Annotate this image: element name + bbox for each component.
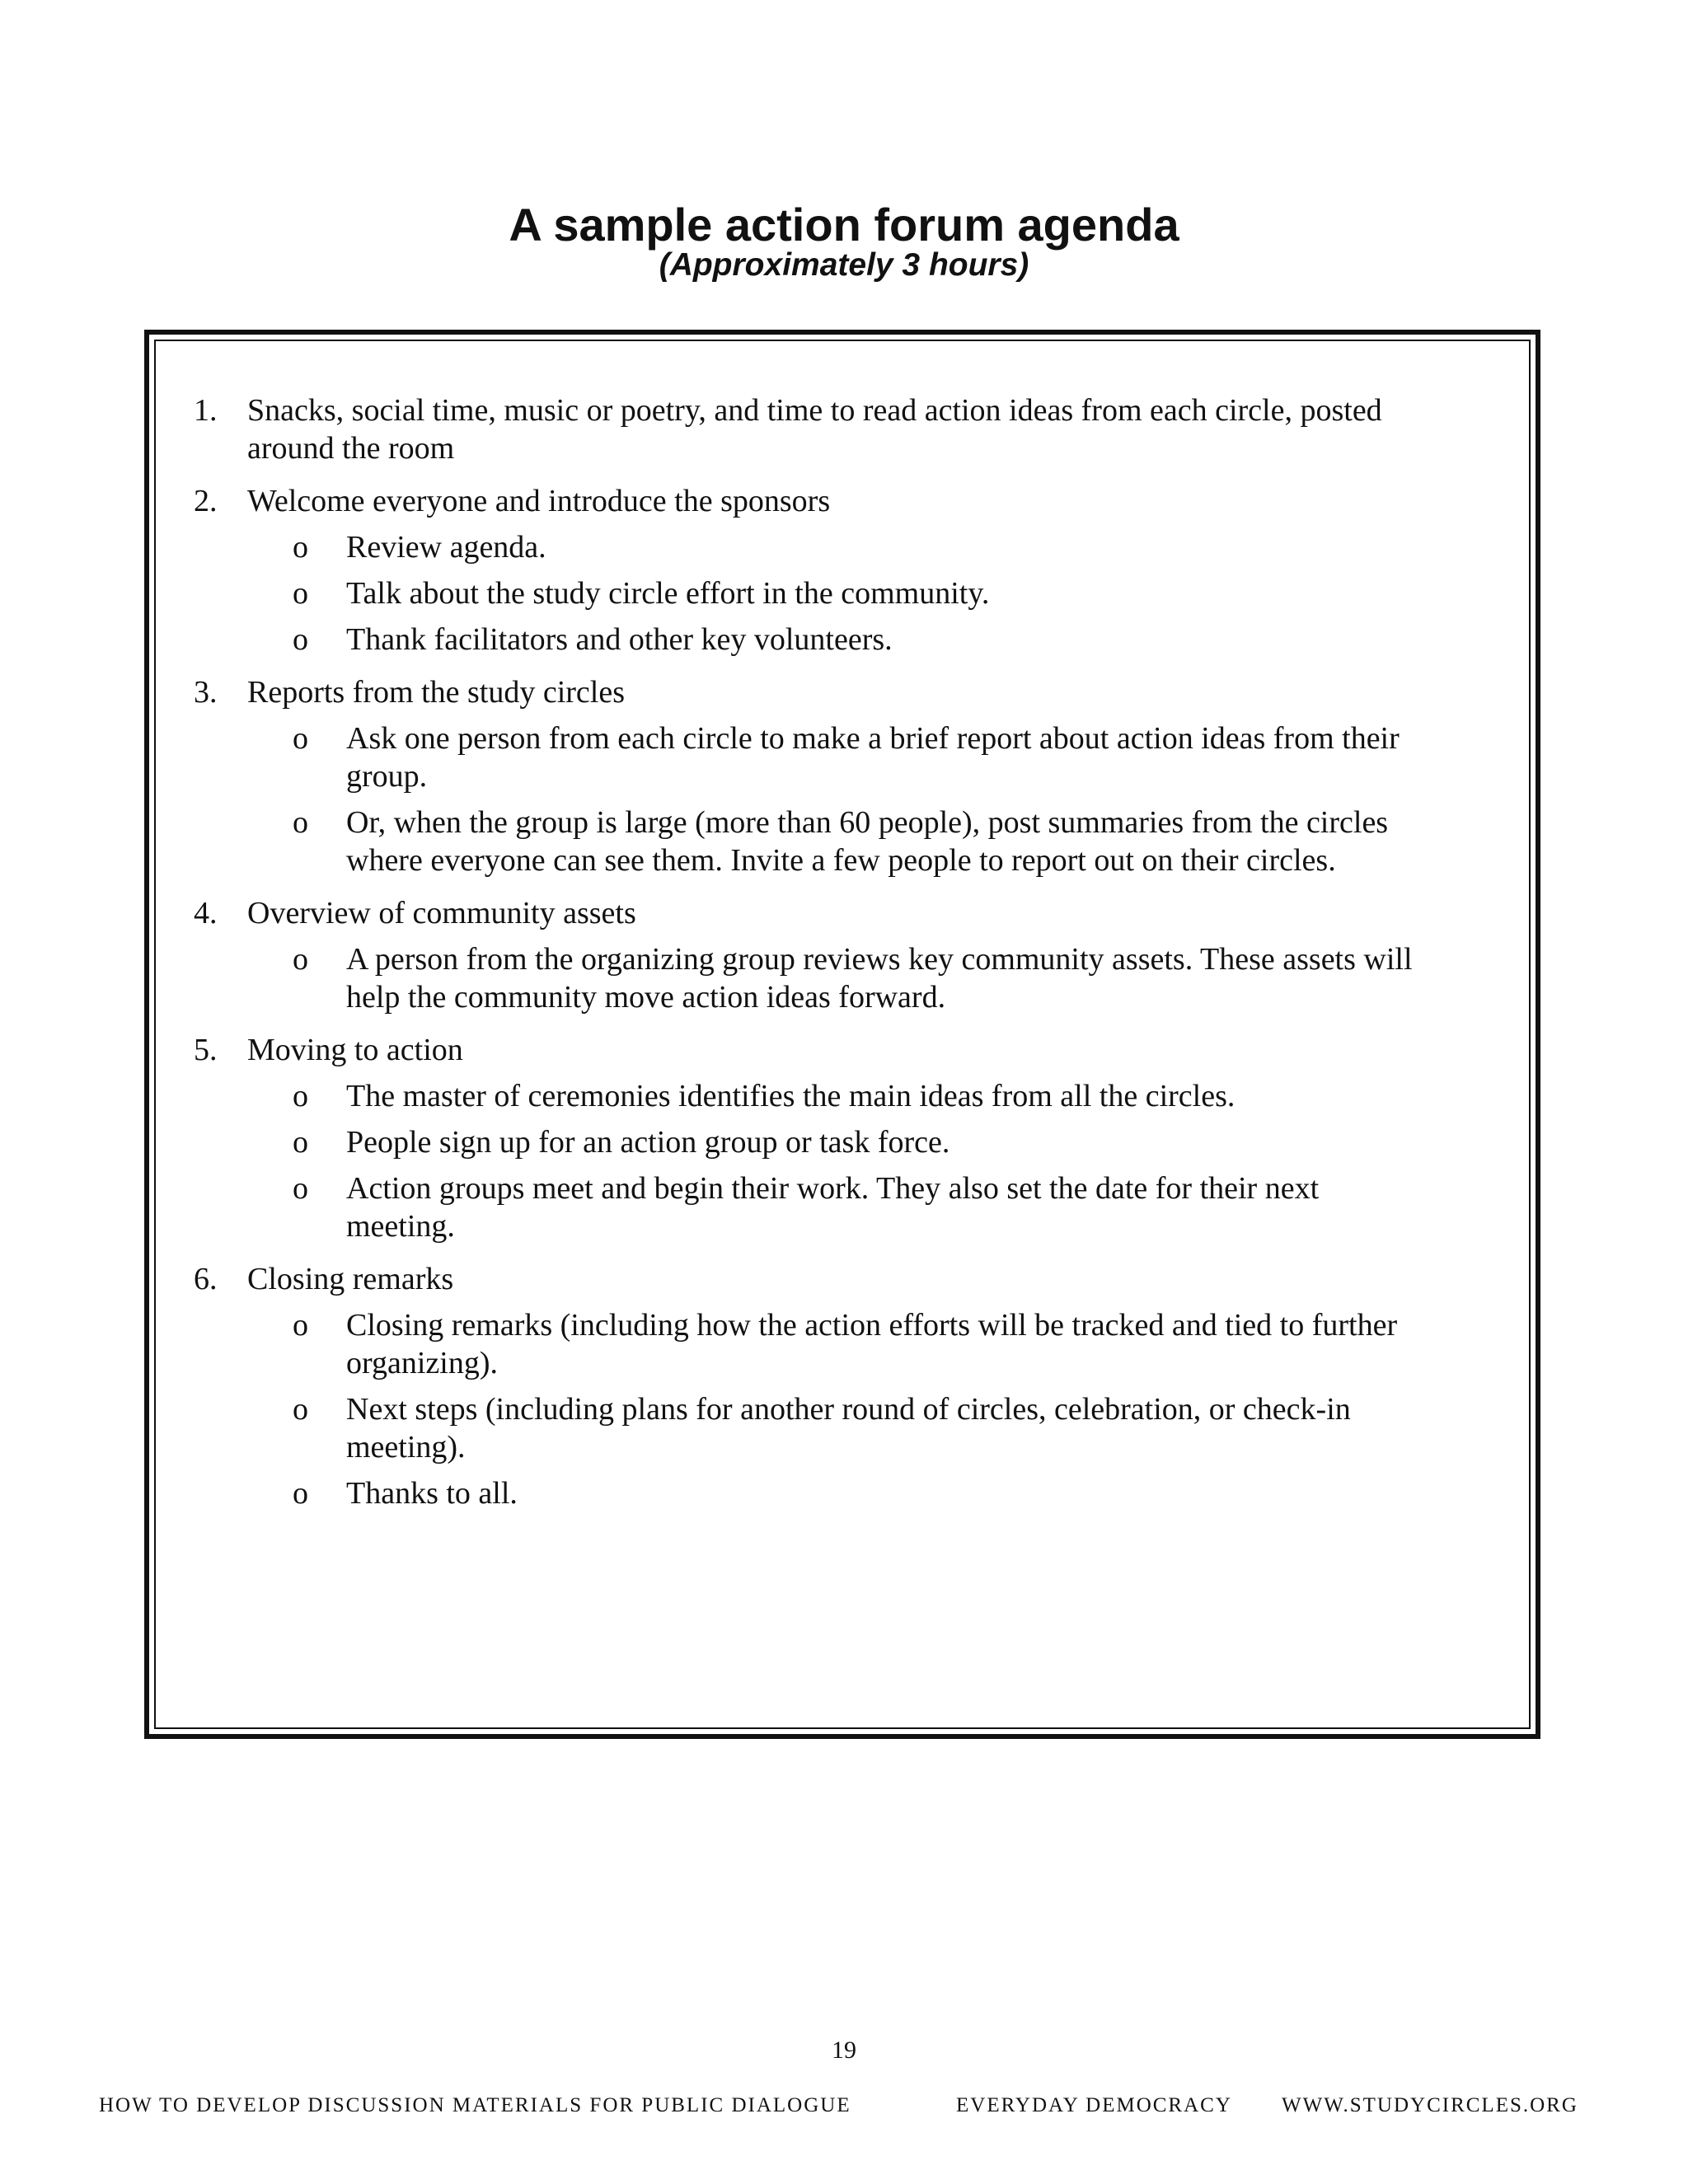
hollow-bullet-icon: o xyxy=(293,1392,308,1427)
hollow-bullet-icon: o xyxy=(293,1308,308,1343)
agenda-subitem-text: Or, when the group is large (more than 60 people), post summaries from the circles where everyone can see them. Invite a few people to report out on their circles. xyxy=(346,805,1389,878)
hollow-bullet-icon: o xyxy=(293,721,308,756)
hollow-bullet-icon: o xyxy=(293,1079,308,1113)
agenda-item-text: Welcome everyone and introduce the sponsors xyxy=(247,484,831,518)
agenda-subitem-list xyxy=(247,719,1447,879)
agenda-item-body xyxy=(247,1031,1447,1245)
agenda-item-number: 3. xyxy=(194,675,218,710)
hollow-bullet-icon: o xyxy=(293,576,308,611)
hollow-bullet-icon: o xyxy=(293,805,308,840)
agenda-item xyxy=(194,894,1447,1016)
footer-organization: EVERYDAY DEMOCRACY xyxy=(956,2094,1232,2116)
agenda-subitem xyxy=(293,1390,1447,1466)
agenda-subitem xyxy=(293,621,1447,658)
agenda-subitem xyxy=(293,1123,1447,1161)
hollow-bullet-icon: o xyxy=(293,1171,308,1206)
agenda-subitem-text: A person from the organizing group reviews key community assets. These assets will help the community move action ideas forward. xyxy=(346,942,1413,1015)
agenda-item-text: Reports from the study circles xyxy=(247,675,626,710)
agenda-item-number: 5. xyxy=(194,1033,218,1067)
agenda-subitem xyxy=(293,528,1447,566)
agenda-subitem xyxy=(293,940,1447,1016)
agenda-item-text: Closing remarks xyxy=(247,1262,454,1296)
agenda-item-number: 6. xyxy=(194,1262,218,1296)
agenda-item xyxy=(194,391,1447,467)
agenda-item-text: Overview of community assets xyxy=(247,896,636,930)
agenda-item xyxy=(194,673,1447,879)
hollow-bullet-icon: o xyxy=(293,1476,308,1511)
footer-website: WWW.STUDYCIRCLES.ORG xyxy=(1282,2094,1578,2116)
agenda-subitem xyxy=(293,1306,1447,1382)
agenda-subitem xyxy=(293,1077,1447,1115)
agenda-item-body xyxy=(247,894,1447,1016)
agenda-subitem-text: Ask one person from each circle to make a brief report about action ideas from their group. xyxy=(346,721,1400,794)
agenda-item xyxy=(194,1031,1447,1245)
agenda-subitem-text: Thanks to all. xyxy=(346,1476,518,1511)
agenda-item-text: Moving to action xyxy=(247,1033,463,1067)
agenda-subitem xyxy=(293,1474,1447,1512)
agenda-item-body xyxy=(247,482,1447,658)
agenda-subitem xyxy=(293,719,1447,795)
agenda-subitem xyxy=(293,1169,1447,1245)
agenda-subitem-text: People sign up for an action group or task force. xyxy=(346,1125,950,1160)
agenda-item-number: 4. xyxy=(194,896,218,930)
agenda-subitem-list xyxy=(247,528,1447,658)
agenda-subitem-list xyxy=(247,1306,1447,1512)
agenda-subitem-list xyxy=(247,1077,1447,1245)
page-subtitle: (Approximately 3 hours) xyxy=(659,247,1029,283)
agenda-subitem-text: Action groups meet and begin their work. They also set the date for their next meeting. xyxy=(346,1171,1320,1244)
agenda-subitem-text: Review agenda. xyxy=(346,530,546,565)
hollow-bullet-icon: o xyxy=(293,942,308,977)
agenda-subitem-list xyxy=(247,940,1447,1016)
agenda-subitem-text: Next steps (including plans for another round of circles, celebration, or check-in meeting). xyxy=(346,1392,1351,1465)
agenda-subitem-text: Talk about the study circle effort in the community. xyxy=(346,576,990,611)
hollow-bullet-icon: o xyxy=(293,622,308,657)
agenda-item-body xyxy=(247,673,1447,879)
agenda-item-body xyxy=(247,391,1447,467)
agenda-list xyxy=(194,391,1447,1527)
hollow-bullet-icon: o xyxy=(293,530,308,565)
agenda-item xyxy=(194,1260,1447,1512)
agenda-item xyxy=(194,482,1447,658)
agenda-item-number: 2. xyxy=(194,484,218,518)
hollow-bullet-icon: o xyxy=(293,1125,308,1160)
agenda-subitem xyxy=(293,574,1447,612)
agenda-item-body xyxy=(247,1260,1447,1512)
agenda-subitem-text: The master of ceremonies identifies the main ideas from all the circles. xyxy=(346,1079,1236,1113)
agenda-subitem xyxy=(293,804,1447,879)
agenda-item-text: Snacks, social time, music or poetry, and time to read action ideas from each circle, posted around the room xyxy=(247,393,1382,466)
agenda-subitem-text: Thank facilitators and other key volunteers. xyxy=(346,622,893,657)
agenda-item-number: 1. xyxy=(194,393,218,428)
footer-document-title: HOW TO DEVELOP DISCUSSION MATERIALS FOR PUBLIC DIALOGUE xyxy=(99,2094,851,2116)
page-title: A sample action forum agenda xyxy=(509,199,1179,251)
agenda-subitem-text: Closing remarks (including how the action efforts will be tracked and tied to further organizing). xyxy=(346,1308,1398,1380)
page-number: 19 xyxy=(832,2036,856,2064)
